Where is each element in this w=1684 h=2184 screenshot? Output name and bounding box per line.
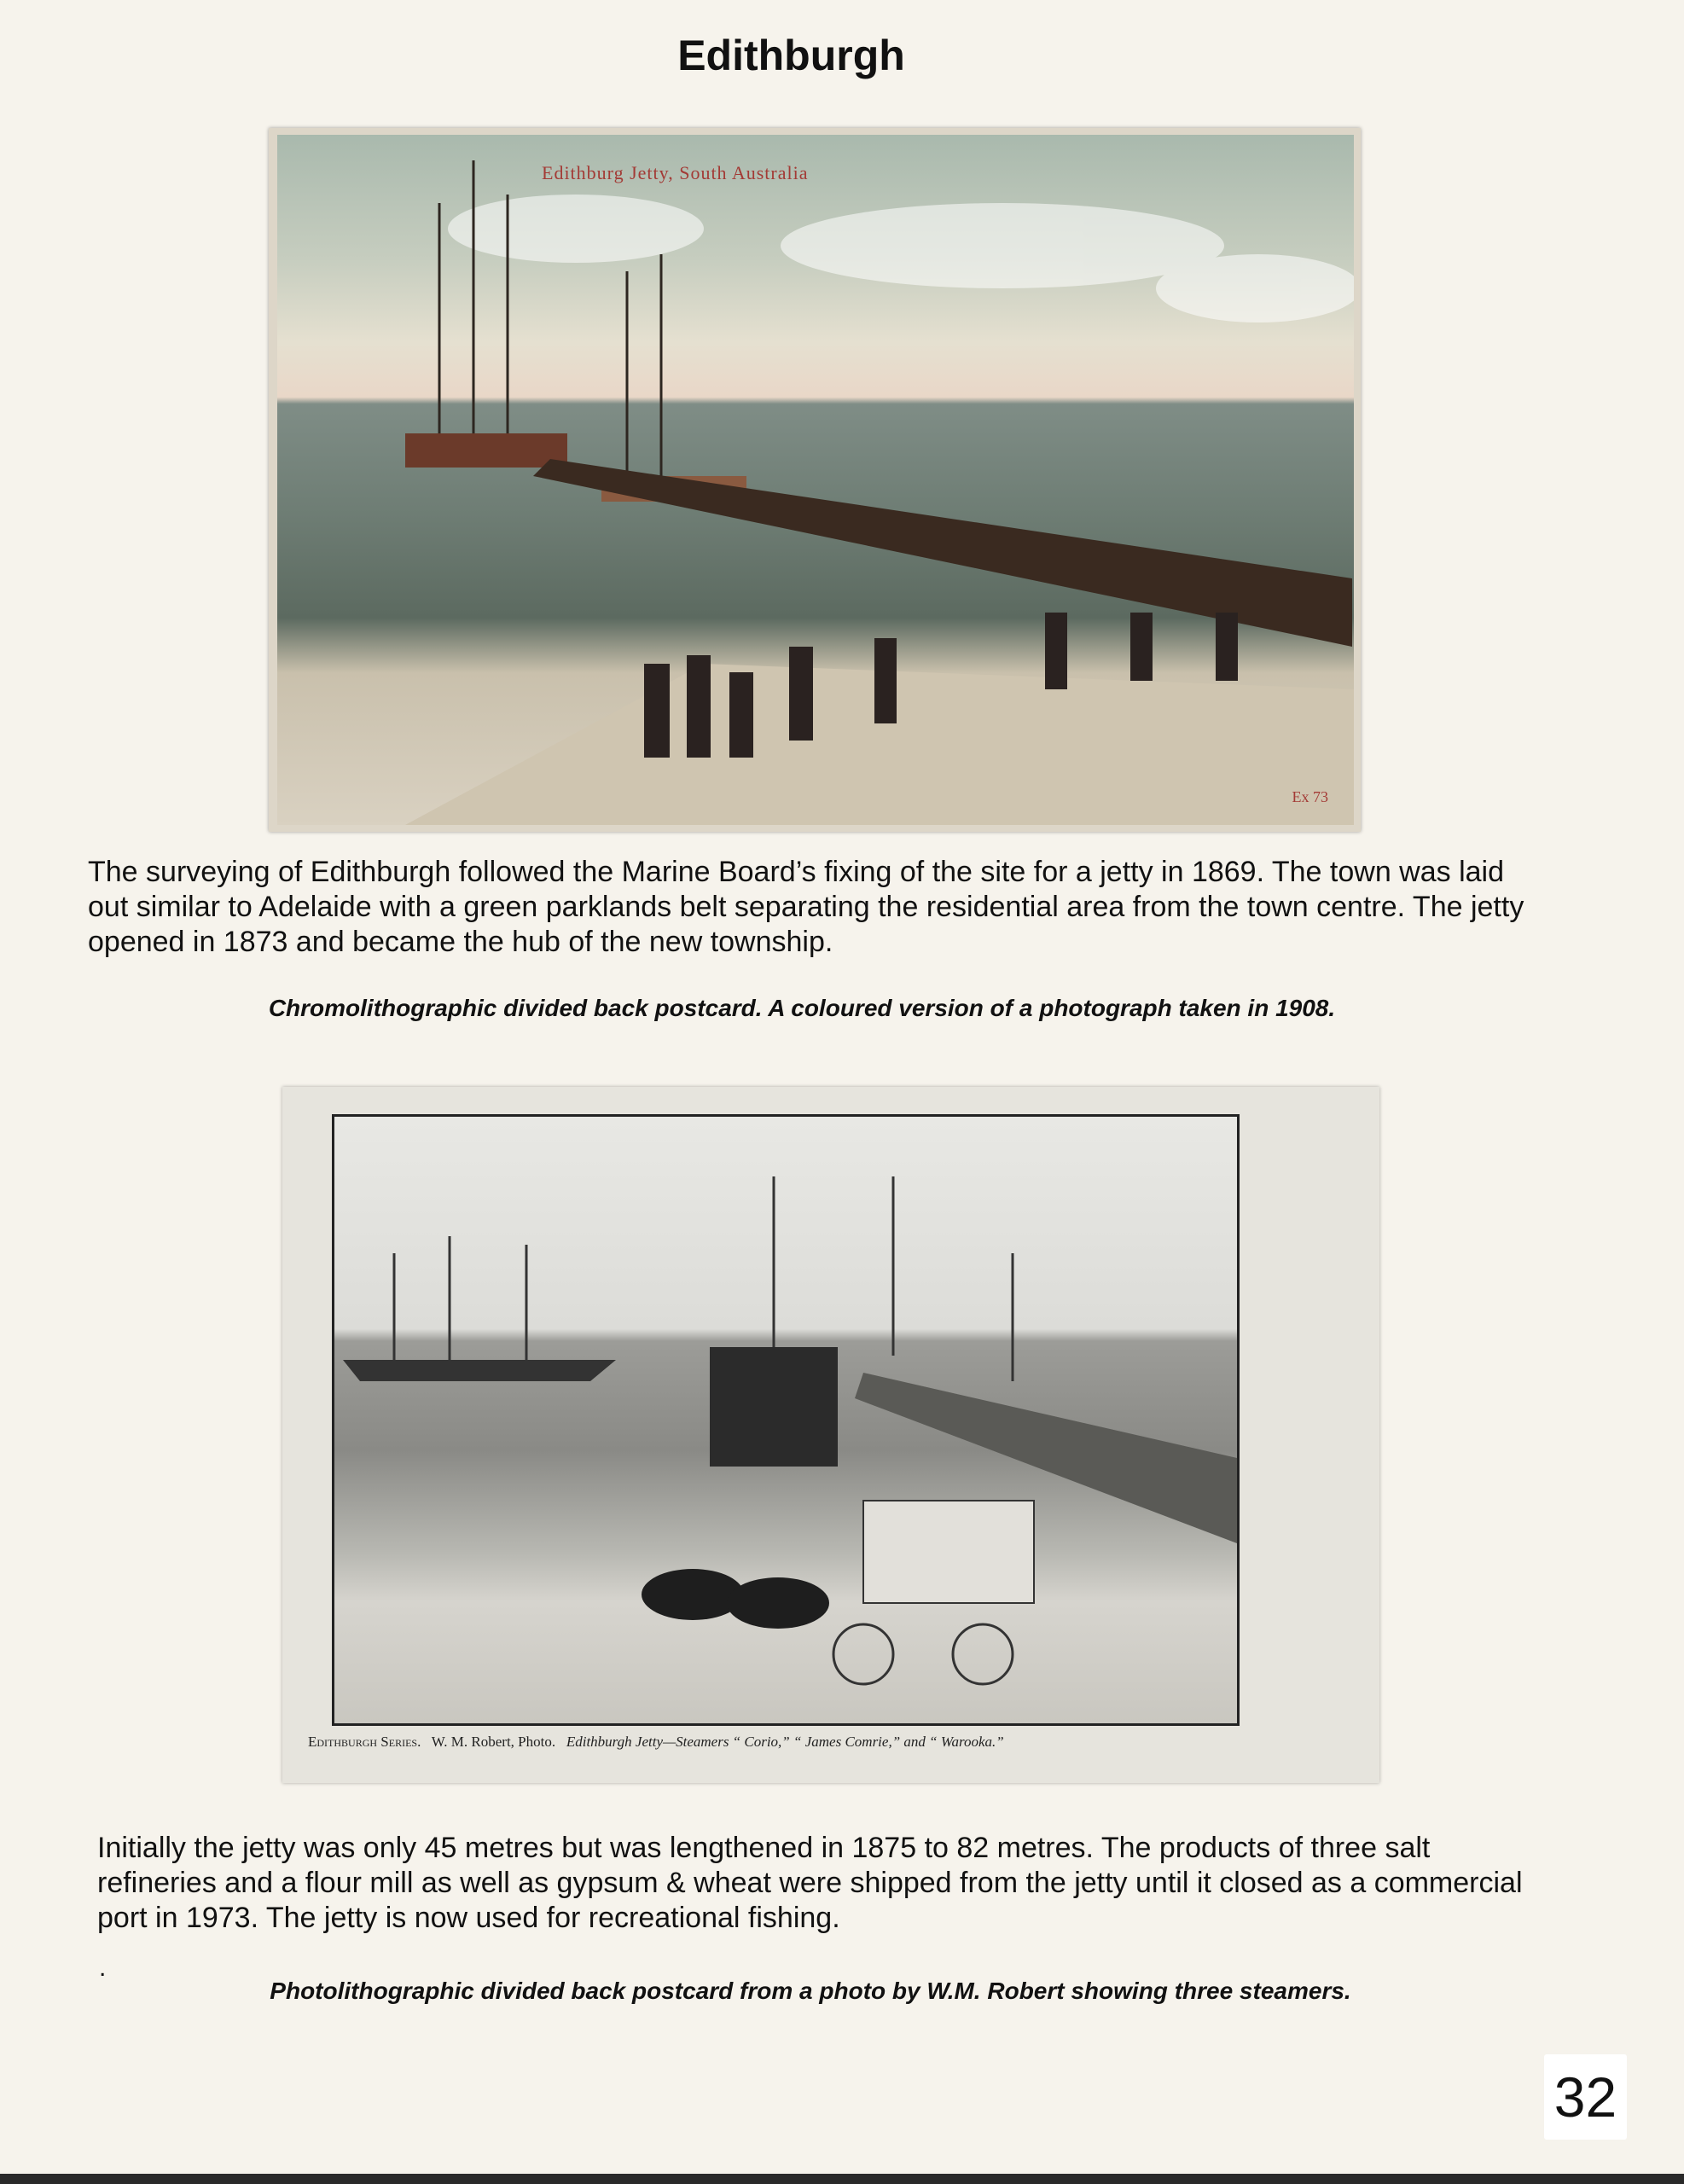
printed-title: Edithburgh Jetty—Steamers “ Corio,” “ James Comrie,” and “ Warooka.” [566,1734,1004,1750]
postcard-printed-title: Edithburg Jetty, South Australia [542,162,809,183]
postcard-image-steamers [332,1114,1240,1726]
printed-series: Edithburgh Series. [308,1734,421,1750]
description-paragraph-2: Initially the jetty was only 45 metres but was lengthened in 1875 to 82 metres. The products of three salt refineries and a flour mill as well as gypsum & wheat were shipped from the jetty until it closed as a commercial port in 1973. The jetty is now used for recreational fishing. [97,1832,1523,1934]
postcard-printed-code: Ex 73 [1292,788,1328,805]
postcard-bw-steamers [282,1087,1379,1783]
ships-and-jetty-illustration [277,135,1354,825]
postcard-printed-caption [308,1734,1357,1751]
description-paragraph-1: The surveying of Edithburgh followed the Marine Board’s fixing of the site for a jetty in 1869. The town was laid out similar to Adelaide with a green parklands belt separating the residential area from the town centre. The jetty opened in 1873 and became the hub of the new township. [88,856,1524,958]
printed-photographer: W. M. Robert, Photo. [431,1734,556,1750]
postcard-caption-1: Chromolithographic divided back postcard. A coloured version of a photograph taken in 1908. [268,995,1336,1021]
page-title: Edithburgh [677,32,905,79]
bottom-edge [0,2174,1684,2184]
steamers-and-cart-illustration [334,1117,1237,1723]
postcard-caption-2: Photolithographic divided back postcard from a photo by W.M. Robert showing three steamers. [270,1978,1351,2004]
stray-mark: . [99,1954,107,1982]
postcard-image-jetty-crowd [277,135,1354,825]
postcard-colour-jetty [269,128,1361,832]
page-number: 32 [1544,2054,1627,2140]
